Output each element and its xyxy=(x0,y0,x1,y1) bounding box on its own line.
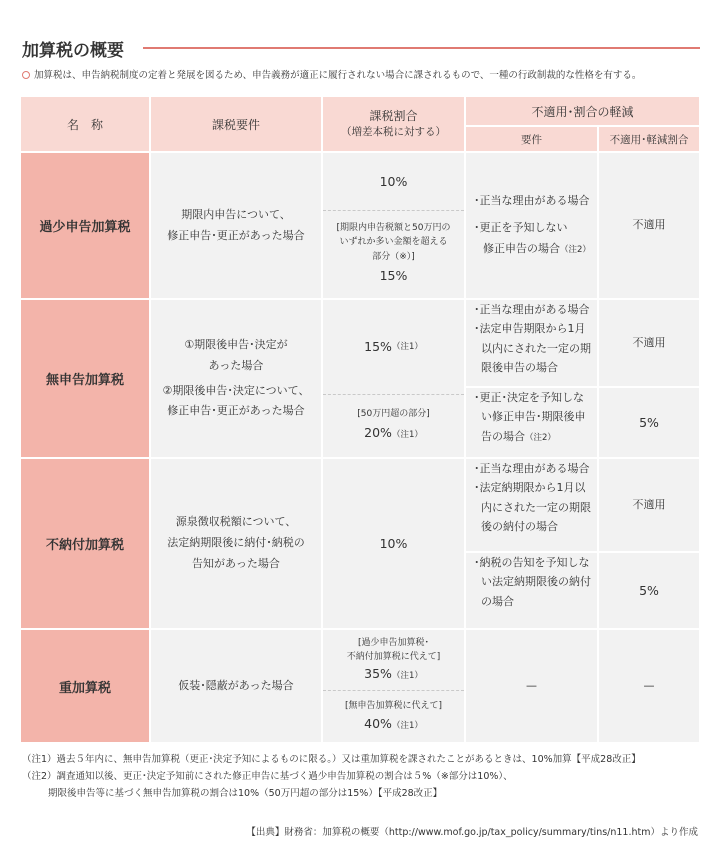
funofu-exB-line2: い法定納期限後の納付 xyxy=(481,575,591,589)
row-ju-name: 重加算税 xyxy=(21,630,149,742)
row-mushinkoku-name: 無申告加算税 xyxy=(21,300,149,457)
header-exempt-rate: 不適用･軽減割合 xyxy=(599,127,699,151)
kasho-rate2-note2: いずれか多い金額を超える xyxy=(339,237,448,248)
header-exempt-req: 要件 xyxy=(466,127,597,151)
mushinkoku-exA-line3: 以内にされた一定の期 xyxy=(481,341,591,355)
kasho-req-line2: 修正申告･更正があった場合 xyxy=(167,228,305,242)
row-mushinkoku-exempt-rate-a: 不適用 xyxy=(599,300,699,386)
mushinkoku-exB-line3: 告の場合 xyxy=(481,429,525,443)
row-mushinkoku-exempt-req-a xyxy=(466,300,597,386)
intro-text xyxy=(22,67,712,81)
penalty-tax-table xyxy=(21,97,699,742)
row-funofu-exempt-req-a xyxy=(466,459,597,551)
row-kasho-name: 過少申告加算税 xyxy=(21,153,149,298)
row-mushinkoku-rate2 xyxy=(323,394,464,457)
header-name: 名 称 xyxy=(21,97,149,151)
mushinkoku-exB-note: （注2） xyxy=(525,432,556,443)
row-kasho-rate1: 10% xyxy=(323,153,464,210)
source-citation: 【出典】財務省：加算税の概要（http://www.mof.go.jp/tax_policy/summary/tins/n11.htm）より作成 xyxy=(246,827,698,838)
funofu-exA-line3: 内にされた一定の期限 xyxy=(481,500,591,514)
mushinkoku-rate1-value: 15% xyxy=(364,339,392,355)
header-exempt: 不適用･割合の軽減 xyxy=(466,97,699,125)
row-kasho-exempt-rate: 不適用 xyxy=(599,153,699,298)
kasho-ex-line2: ･更正を予知しない xyxy=(474,221,568,235)
funofu-req-line1: 源泉徴収税額について、 xyxy=(175,515,297,529)
row-mushinkoku-rate1 xyxy=(323,300,464,394)
kasho-rate2-note3: 部分（※）] xyxy=(372,251,415,262)
header-rate xyxy=(323,97,464,151)
mushinkoku-rate2-value: 20% xyxy=(364,425,392,441)
row-ju-exempt-rate: — xyxy=(599,630,699,742)
row-mushinkoku-requirement xyxy=(151,300,321,457)
row-funofu-name: 不納付加算税 xyxy=(21,459,149,628)
row-ju-requirement: 仮装･隠蔽があった場合 xyxy=(151,630,321,742)
footnote-1: （注1）過去５年内に、無申告加算税（更正･決定予知によるものに限る。）又は重加算税を課されたことがあるときは、10%加算【平成28改正】 xyxy=(22,754,641,765)
mushinkoku-exB-line2: い修正申告･期限後申 xyxy=(481,410,586,424)
header-requirement: 課税要件 xyxy=(151,97,321,151)
mushinkoku-req-line4: 修正申告･更正があった場合 xyxy=(167,404,305,418)
mushinkoku-rate2-note2: （注1） xyxy=(391,430,423,441)
funofu-req-line2: 法定納期限後に納付･納税の xyxy=(167,536,305,550)
funofu-exA-line2: ･法定納期限から1月以 xyxy=(474,481,586,495)
mushinkoku-exA-line4: 限後申告の場合 xyxy=(481,360,558,374)
row-funofu-exempt-rate-a: 不適用 xyxy=(599,459,699,551)
row-funofu-requirement xyxy=(151,459,321,628)
ju-rate2-value: 40% xyxy=(364,715,392,731)
row-funofu-exempt-req-b xyxy=(466,553,597,628)
footnote-2b: 期限後申告等に基づく無申告加算税の割合は10%（50万円超の部分は15%）【平成28改正】 xyxy=(48,788,443,799)
ju-rate2-note2: （注1） xyxy=(391,720,423,731)
circle-bullet-icon xyxy=(22,71,30,79)
kasho-rate2-note1: [期限内申告税額と50万円の xyxy=(336,223,451,234)
row-funofu-rate: 10% xyxy=(323,459,464,628)
row-ju-rate2 xyxy=(323,690,464,742)
row-mushinkoku-exempt-rate-b: 5% xyxy=(599,388,699,457)
row-funofu-exempt-rate-b: 5% xyxy=(599,553,699,628)
kasho-ex-line3: 修正申告の場合 xyxy=(483,241,560,255)
intro-label: 加算税は、申告納税制度の定着と発展を図るため、申告義務が適正に履行されない場合に課されるもので、一種の行政制裁的な性格を有する。 xyxy=(34,70,642,81)
row-ju-rate1 xyxy=(323,630,464,690)
ju-rate1-note1: [過少申告加算税･ xyxy=(357,637,429,648)
row-mushinkoku-exempt-req-b xyxy=(466,388,597,457)
page-title: 加算税の概要 xyxy=(22,41,124,61)
funofu-exB-line1: ･納税の告知を予知しな xyxy=(474,556,590,569)
row-kasho-requirement xyxy=(151,153,321,298)
mushinkoku-req-line1: ①期限後申告･決定が xyxy=(184,337,288,351)
header-rate-sub: （増差本税に対する） xyxy=(341,126,446,139)
ju-rate2-note: [無申告加算税に代えて] xyxy=(344,701,443,712)
row-kasho-rate2 xyxy=(323,210,464,298)
title-underline xyxy=(143,47,700,49)
mushinkoku-exB-line1: ･更正･決定を予知しな xyxy=(474,391,584,404)
kasho-rate2-value: 15% xyxy=(379,268,408,284)
kasho-ex-note: （注2） xyxy=(560,244,591,255)
row-ju-exempt-req: — xyxy=(466,630,597,742)
mushinkoku-req-line3: ②期限後申告･決定について、 xyxy=(162,383,310,397)
mushinkoku-exA-line2: ･法定申告期限から1月 xyxy=(474,322,586,336)
ju-rate1-value: 35% xyxy=(364,666,392,682)
ju-rate1-note3: （注1） xyxy=(391,671,423,682)
footnote-2a: （注2）調査通知以後、更正･決定予知前にされた修正申告に基づく過少申告加算税の割合は５%（※部分は10%）、 xyxy=(22,771,513,782)
mushinkoku-rate2-note: [50万円超の部分] xyxy=(357,408,430,419)
funofu-exA-line4: 後の納付の場合 xyxy=(481,519,558,533)
kasho-req-line1: 期限内申告について、 xyxy=(181,207,291,221)
row-kasho-exempt-req xyxy=(466,153,597,298)
mushinkoku-exA-line1: ･正当な理由がある場合 xyxy=(474,303,590,316)
ju-rate1-note2: 不納付加算税に代えて] xyxy=(346,652,441,662)
kasho-ex-line1: ･正当な理由がある場合 xyxy=(474,194,590,208)
funofu-exA-line1: ･正当な理由がある場合 xyxy=(474,462,590,475)
header-rate-label: 課税割合 xyxy=(369,109,418,124)
mushinkoku-rate1-note: （注1） xyxy=(391,341,423,352)
funofu-exB-line3: の場合 xyxy=(481,594,514,608)
funofu-req-line3: 告知があった場合 xyxy=(192,556,280,570)
mushinkoku-req-line2: あった場合 xyxy=(208,358,264,372)
